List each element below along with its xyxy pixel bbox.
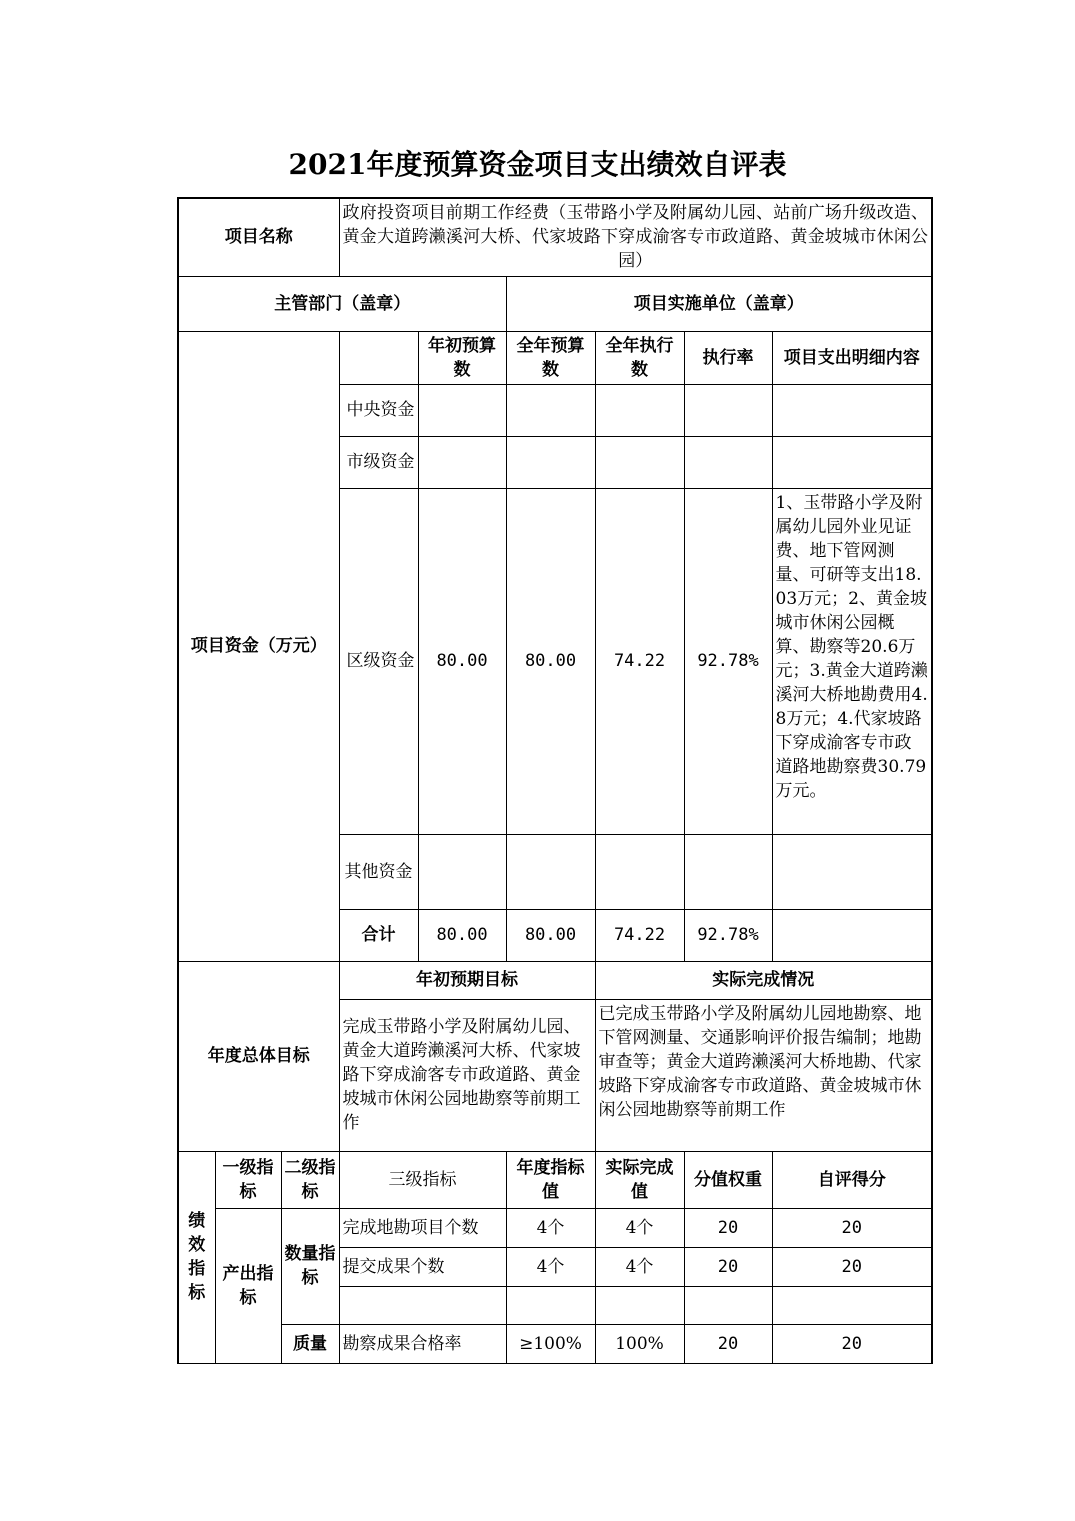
fund-total-budget-year: 80.00 (506, 909, 595, 961)
perf-score (772, 1286, 932, 1324)
fund-detail (772, 384, 932, 436)
fund-rate (684, 384, 772, 436)
fund-budget-start (418, 834, 506, 909)
fund-rate (684, 436, 772, 488)
perf-header-level2: 二级指标 (281, 1151, 339, 1208)
goals-actual-text: 已完成玉带路小学及附属幼儿园地勘察、地下管网测量、交通影响评价报告编制；地勘审查等；黄金大道跨濑溪河大桥地勘、代家坡路下穿成渝客专市政道路、黄金坡城市休闲公园地勘察等前期工作 (595, 999, 932, 1151)
fund-total-rate: 92.78% (684, 909, 772, 961)
fund-executed (595, 436, 684, 488)
fund-budget-start (418, 436, 506, 488)
perf-row (178, 1208, 932, 1247)
fund-budget-start (418, 384, 506, 436)
perf-score: 20 (772, 1324, 932, 1363)
fund-detail: 1、玉带路小学及附属幼儿园外业见证费、地下管网测量、可研等支出18.03万元；2、黄金坡城市休闲公园概算、勘察等20.6万元；3.黄金大道跨濑溪河大桥地勘费用4.8万元；4.代家坡路下穿成渝客专市政道路地勘察费30.79万元。 (772, 488, 932, 834)
fund-rate (684, 834, 772, 909)
perf-weight: 20 (684, 1208, 772, 1247)
perf-target: 4个 (506, 1247, 595, 1286)
header-budget-year: 全年预算数 (506, 331, 595, 384)
perf-actual: 4个 (595, 1208, 684, 1247)
fund-budget-start: 80.00 (418, 488, 506, 834)
perf-weight: 20 (684, 1324, 772, 1363)
funds-header-blank (339, 331, 418, 384)
fund-executed: 74.22 (595, 488, 684, 834)
perf-header-score: 自评得分 (772, 1151, 932, 1208)
perf-indicator-name: 完成地勘项目个数 (339, 1208, 506, 1247)
perf-actual: 4个 (595, 1247, 684, 1286)
perf-indicator-name: 提交成果个数 (339, 1247, 506, 1286)
perf-header-actual: 实际完成值 (595, 1151, 684, 1208)
perf-indicator-name (339, 1286, 506, 1324)
fund-budget-year (506, 834, 595, 909)
perf-header-weight: 分值权重 (684, 1151, 772, 1208)
perf-quality-label: 质量 (281, 1324, 339, 1363)
perf-row (178, 1324, 932, 1363)
fund-total-executed: 74.22 (595, 909, 684, 961)
goals-planned-text: 完成玉带路小学及附属幼儿园、黄金大道跨濑溪河大桥、代家坡路下穿成渝客专市政道路、黄金坡城市休闲公园地勘察等前期工作 (339, 999, 595, 1151)
perf-header-level1: 一级指标 (215, 1151, 281, 1208)
dept-label: 主管部门（盖章） (178, 276, 506, 331)
fund-budget-year (506, 384, 595, 436)
fund-budget-year: 80.00 (506, 488, 595, 834)
self-evaluation-table (177, 197, 933, 1364)
fund-executed (595, 384, 684, 436)
fund-budget-year (506, 436, 595, 488)
fund-detail (772, 834, 932, 909)
fund-total-name: 合计 (339, 909, 418, 961)
fund-executed (595, 834, 684, 909)
perf-score: 20 (772, 1247, 932, 1286)
header-detail: 项目支出明细内容 (772, 331, 932, 384)
perf-target: ≥100% (506, 1324, 595, 1363)
header-budget-start: 年初预算数 (418, 331, 506, 384)
project-name-label: 项目名称 (178, 198, 339, 276)
perf-target: 4个 (506, 1208, 595, 1247)
perf-weight (684, 1286, 772, 1324)
fund-rate: 92.78% (684, 488, 772, 834)
fund-name: 中央资金 (339, 384, 418, 436)
unit-label: 项目实施单位（盖章） (506, 276, 932, 331)
goals-actual-label: 实际完成情况 (595, 961, 932, 999)
page-title: 2021年度预算资金项目支出绩效自评表 (288, 148, 787, 181)
perf-level1: 产出指标 (215, 1208, 281, 1363)
perf-header-target: 年度指标值 (506, 1151, 595, 1208)
perf-quantity-label: 数量指标 (281, 1208, 339, 1324)
fund-total-detail (772, 909, 932, 961)
perf-actual (595, 1286, 684, 1324)
goals-planned-label: 年初预期目标 (339, 961, 595, 999)
fund-name: 区级资金 (339, 488, 418, 834)
fund-detail (772, 436, 932, 488)
perf-score: 20 (772, 1208, 932, 1247)
perf-header-level3: 三级指标 (339, 1151, 506, 1208)
fund-total-budget-start: 80.00 (418, 909, 506, 961)
perf-weight: 20 (684, 1247, 772, 1286)
performance-label: 绩效指标 (178, 1151, 215, 1363)
header-executed: 全年执行数 (595, 331, 684, 384)
goals-label: 年度总体目标 (178, 961, 339, 1151)
perf-target (506, 1286, 595, 1324)
fund-name: 市级资金 (339, 436, 418, 488)
perf-actual: 100% (595, 1324, 684, 1363)
funds-label: 项目资金（万元） (178, 331, 339, 961)
fund-name: 其他资金 (339, 834, 418, 909)
perf-indicator-name: 勘察成果合格率 (339, 1324, 506, 1363)
header-rate: 执行率 (684, 331, 772, 384)
project-name-value: 政府投资项目前期工作经费（玉带路小学及附属幼儿园、站前广场升级改造、黄金大道跨濑溪河大桥、代家坡路下穿成渝客专市政道路、黄金坡城市休闲公园） (339, 198, 932, 276)
